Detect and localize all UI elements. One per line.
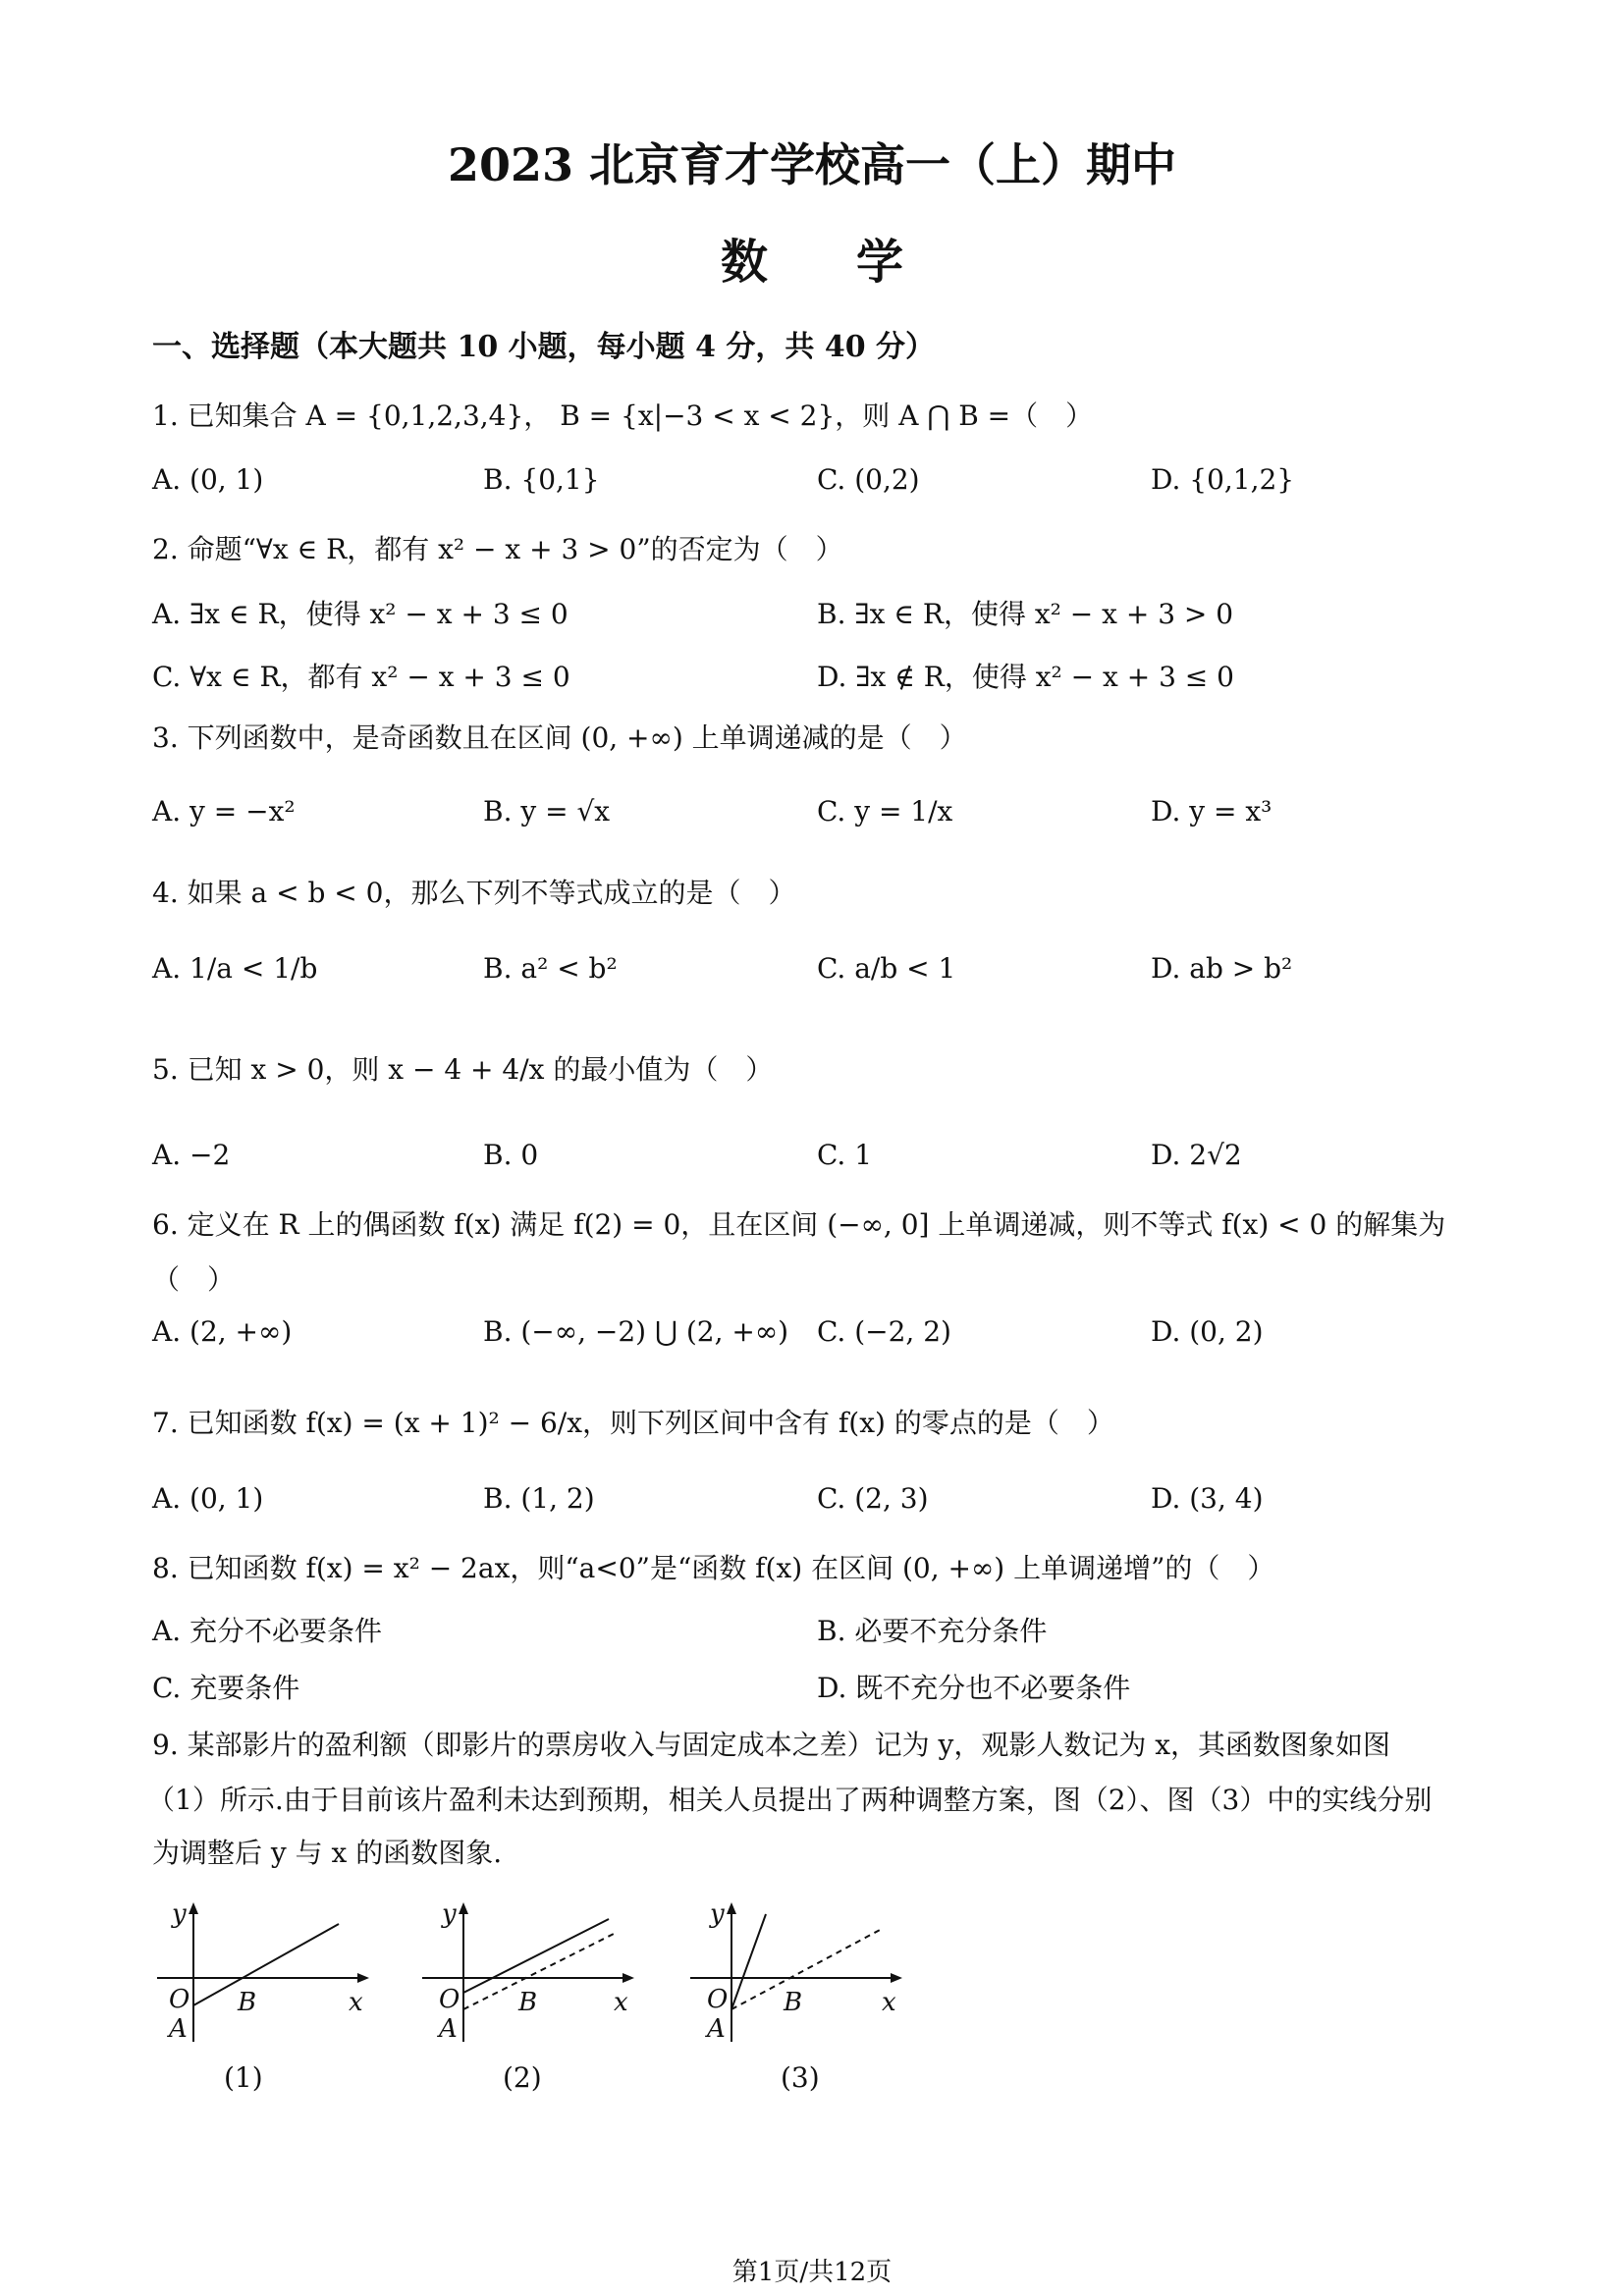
q8-option-c: C. 充要条件 bbox=[152, 1672, 300, 1704]
q6-option-d: D. (0, 2) bbox=[1151, 1315, 1264, 1348]
q2-option-b: B. ∃x ∈ R，使得 x² − x + 3 > 0 bbox=[817, 598, 1234, 630]
q4-option-a: A. 1/a < 1/b bbox=[152, 952, 318, 985]
q6-option-c: C. (−2, 2) bbox=[817, 1315, 951, 1348]
q6-option-b: B. (−∞, −2) ⋃ (2, +∞) bbox=[483, 1315, 789, 1348]
q2-option-d: D. ∃x ∉ R，使得 x² − x + 3 ≤ 0 bbox=[817, 661, 1234, 693]
figure-3-caption: (3) bbox=[781, 2061, 820, 2094]
figure-1-label-b: B bbox=[238, 1988, 257, 2017]
question-6-stem-continued: （ ） bbox=[152, 1263, 236, 1296]
figure-2-label-o: O bbox=[439, 1985, 460, 2014]
q7-option-c: C. (2, 3) bbox=[817, 1482, 929, 1515]
question-9-stem-line-3: 为调整后 y 与 x 的函数图象. bbox=[152, 1837, 503, 1869]
q5-option-a: A. −2 bbox=[152, 1139, 231, 1171]
q3-option-c: C. y = 1/x bbox=[817, 795, 953, 828]
figure-1-caption: (1) bbox=[224, 2061, 263, 2094]
question-5-stem: 5. 已知 x > 0，则 x − 4 + 4/x 的最小值为（ ） bbox=[152, 1053, 774, 1086]
figure-1-label-y: y bbox=[172, 1899, 187, 1929]
question-8-stem: 8. 已知函数 f(x) = x² − 2ax，则“a<0”是“函数 f(x) 在区间 (0, +∞) 上单调递增”的（ ） bbox=[152, 1552, 1275, 1584]
section-heading: 一、选择题（本大题共 10 小题，每小题 4 分，共 40 分） bbox=[152, 330, 936, 364]
figure-3-graph bbox=[685, 1895, 921, 2052]
figure-2-label-y: y bbox=[442, 1899, 457, 1929]
page-number: 第1页/共12页 bbox=[731, 2258, 893, 2287]
question-3-stem: 3. 下列函数中，是奇函数且在区间 (0, +∞) 上单调递减的是（ ） bbox=[152, 721, 967, 754]
figure-1-label-a: A bbox=[169, 2014, 188, 2044]
figure-3-label-y: y bbox=[710, 1899, 725, 1929]
q3-option-a: A. y = −x² bbox=[152, 795, 296, 828]
figure-3-label-b: B bbox=[784, 1988, 803, 2017]
question-6-stem: 6. 定义在 R 上的偶函数 f(x) 满足 f(2) = 0，且在区间 (−∞, 0] 上单调递减，则不等式 f(x) < 0 的解集为 bbox=[152, 1208, 1446, 1241]
q4-option-c: C. a/b < 1 bbox=[817, 952, 956, 985]
question-7-stem: 7. 已知函数 f(x) = (x + 1)² − 6/x，则下列区间中含有 f(x) 的零点的是（ ） bbox=[152, 1407, 1114, 1439]
figure-1-label-x: x bbox=[349, 1988, 363, 2017]
question-2-stem: 2. 命题“∀x ∈ R，都有 x² − x + 3 > 0”的否定为（ ） bbox=[152, 533, 843, 565]
figure-2-caption: (2) bbox=[503, 2061, 542, 2094]
figure-2-label-a: A bbox=[439, 2014, 458, 2044]
question-9-stem-line-1: 9. 某部影片的盈利额（即影片的票房收入与固定成本之差）记为 y，观影人数记为 x，其函数图象如图 bbox=[152, 1729, 1391, 1761]
q5-option-c: C. 1 bbox=[817, 1139, 873, 1171]
q2-option-c: C. ∀x ∈ R，都有 x² − x + 3 ≤ 0 bbox=[152, 661, 570, 693]
q8-option-a: A. 充分不必要条件 bbox=[152, 1615, 383, 1647]
figure-3-label-o: O bbox=[707, 1985, 729, 2014]
q5-option-d: D. 2√2 bbox=[1151, 1139, 1242, 1171]
q7-option-d: D. (3, 4) bbox=[1151, 1482, 1264, 1515]
question-1-stem: 1. 已知集合 A = {0,1,2,3,4}， B = {x|−3 < x < 2}，则 A ⋂ B =（ ） bbox=[152, 400, 1094, 432]
subject-title: 数学 bbox=[720, 235, 992, 290]
figure-3-label-a: A bbox=[707, 2014, 726, 2044]
q3-option-d: D. y = x³ bbox=[1151, 795, 1272, 828]
q1-option-d: D. {0,1,2} bbox=[1151, 463, 1295, 496]
q8-option-b: B. 必要不充分条件 bbox=[817, 1615, 1048, 1647]
exam-title: 2023 北京育才学校高一（上）期中 bbox=[447, 138, 1177, 191]
question-9-stem-line-2: （1）所示.由于目前该片盈利未达到预期，相关人员提出了两种调整方案，图（2）、图（3）中的实线分别 bbox=[147, 1784, 1433, 1816]
q2-option-a: A. ∃x ∈ R，使得 x² − x + 3 ≤ 0 bbox=[152, 598, 568, 630]
figure-2-label-b: B bbox=[518, 1988, 538, 2017]
q1-option-a: A. (0, 1) bbox=[152, 463, 264, 496]
q6-option-a: A. (2, +∞) bbox=[152, 1315, 293, 1348]
q5-option-b: B. 0 bbox=[483, 1139, 539, 1171]
q8-option-d: D. 既不充分也不必要条件 bbox=[817, 1672, 1131, 1704]
q4-option-d: D. ab > b² bbox=[1151, 952, 1293, 985]
q1-option-c: C. (0,2) bbox=[817, 463, 920, 496]
q3-option-b: B. y = √x bbox=[483, 795, 611, 828]
q1-option-b: B. {0,1} bbox=[483, 463, 600, 496]
figure-1-graph bbox=[147, 1895, 383, 2052]
q7-option-a: A. (0, 1) bbox=[152, 1482, 264, 1515]
figure-1-label-o: O bbox=[169, 1985, 190, 2014]
figure-3-label-x: x bbox=[882, 1988, 896, 2017]
question-4-stem: 4. 如果 a < b < 0，那么下列不等式成立的是（ ） bbox=[152, 877, 796, 909]
q4-option-b: B. a² < b² bbox=[483, 952, 618, 985]
figure-2-graph bbox=[417, 1895, 653, 2052]
q7-option-b: B. (1, 2) bbox=[483, 1482, 595, 1515]
figure-2-label-x: x bbox=[614, 1988, 628, 2017]
